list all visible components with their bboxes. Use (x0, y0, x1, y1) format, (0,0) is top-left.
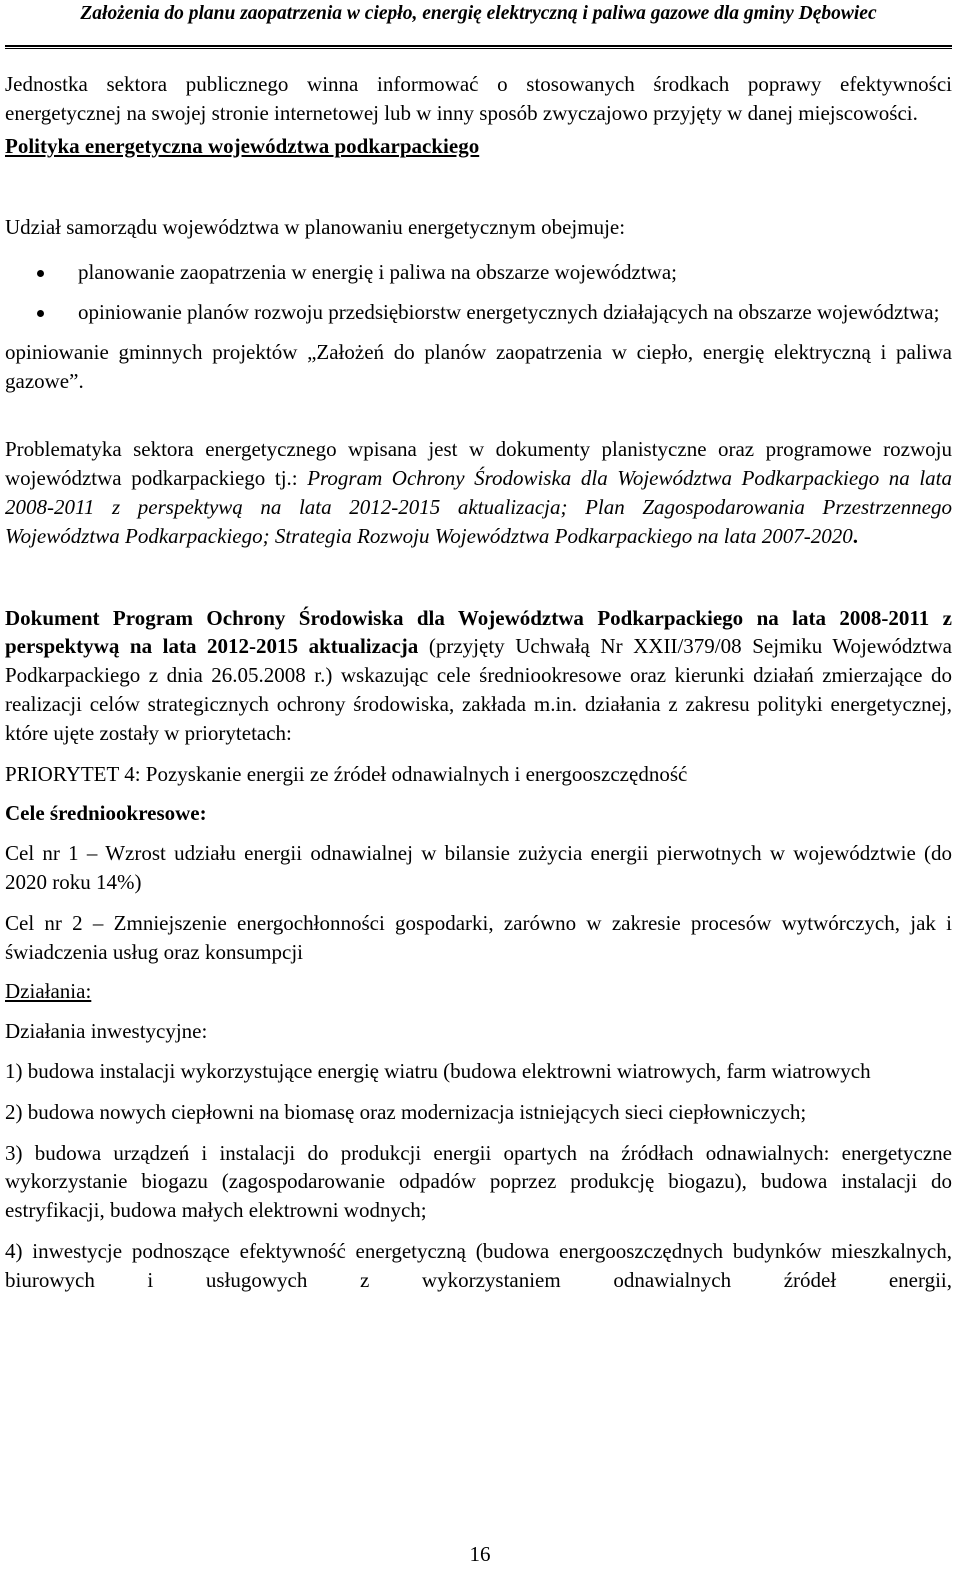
bullet-icon (37, 310, 44, 317)
page-number: 16 (469, 1542, 491, 1566)
bullet-text: planowanie zaopatrzenia w energię i paliwa na obszarze województwa; (78, 260, 678, 285)
program-description: (przyjęty Uchwałą Nr XXII/379/08 Sejmiku Województwa Podkarpackiego z dnia 26.05.2008 r.) wskazując cele średniookresowe oraz kierunki działań zmierzające do realizacji celów strategicznych ochrony środowiska, zakłada m.in. działania z zakresu polityki energetycznej, które ujęte zostały w priorytetach: (5, 634, 952, 745)
heading-investment-actions: Działania inwestycyjne: (5, 1019, 208, 1044)
header-rule-thin (5, 48, 952, 49)
document-header: Założenia do planu zaopatrzenia w ciepło, energię elektryczną i paliwa gazowe dla gminy Dębowiec (80, 3, 877, 24)
documents-intro: Problematyka sektora energetycznego wpisana jest w dokumenty planistyczne oraz programowe rozwoju województwa podkarpackiego tj.: (5, 437, 952, 491)
header-rule (5, 45, 952, 47)
action-3: 3) budowa urządzeń i instalacji do produkcji energii opartych na źródłach odnawialnych: energetyczne wykorzystanie biogazu (zagospodarowanie odpadów poprzez produkcję biogazu), budowa instalacji do estryfikacji, budowa małych elektrowni wodnych; (5, 1140, 952, 1223)
paragraph-efficiency-info: Jednostka sektora publicznego winna informować o stosowanych środkach poprawy efektywności energetycznej na swojej stronie internetowej lub w inny sposób zwyczajowo przyjęty w danej miejscowości. (5, 72, 952, 125)
heading-actions: Działania: (5, 979, 92, 1004)
program-title: Dokument Program Ochrony Środowiska dla Województwa Podkarpackiego na lata 2008-2011 z perspektywą na lata 2012-2015 aktualizacja (5, 605, 952, 659)
goal-1: Cel nr 1 – Wzrost udziału energii odnawialnej w bilansie zużycia energii pierwotnych w województwie (do 2020 roku 14%) (5, 841, 952, 894)
action-1: 1) budowa instalacji wykorzystujące energię wiatru (budowa elektrowni wiatrowych, farm wiatrowych (5, 1058, 871, 1083)
heading-medium-term-goals: Cele średniookresowe: (5, 801, 207, 826)
paragraph-program-document (5, 604, 952, 748)
paragraph-planning-documents (5, 435, 952, 550)
bullet-item (5, 258, 952, 287)
bullet-icon (37, 270, 44, 277)
paragraph-priority: PRIORYTET 4: Pozyskanie energii ze źródeł odnawialnych i energooszczędność (5, 761, 688, 786)
action-4: 4) inwestycje podnoszące efektywność energetyczną (budowa energooszczędnych budynków mieszkalnych, biurowych i usługowych z wykorzystaniem odnawialnych źródeł energii, (5, 1238, 952, 1292)
goal-2: Cel nr 2 – Zmniejszenie energochłonności gospodarki, zarówno w zakresie procesów wytwórczych, jak i świadczenia usług oraz konsumpcji (5, 910, 952, 964)
paragraph-participation: Udział samorządu województwa w planowaniu energetycznym obejmuje: (5, 215, 626, 240)
documents-period: . (852, 523, 858, 548)
bullet-text: opiniowanie planów rozwoju przedsiębiorstw energetycznych działających na obszarze województwa; (78, 299, 940, 324)
documents-list: Program Ochrony Środowiska dla Województwa Podkarpackiego na lata 2008-2011 z perspektywą na lata 2012-2015 aktualizacja; Plan Zagospodarowania Przestrzennego Województwa Podkarpackiego; Strategia Rozwoju Województwa Podkarpackiego na lata 2007-2020 (5, 466, 952, 548)
paragraph-gmina-projects: opiniowanie gminnych projektów „Założeń do planów zaopatrzenia w ciepło, energię elektryczną i paliwa gazowe”. (5, 339, 952, 393)
section-heading-policy: Polityka energetyczna województwa podkarpackiego (5, 133, 480, 158)
page-body (5, 70, 952, 1295)
bullet-list (5, 258, 952, 327)
action-2: 2) budowa nowych ciepłowni na biomasę oraz modernizacja istniejących sieci ciepłowniczych; (5, 1099, 807, 1124)
bullet-item (5, 298, 952, 327)
